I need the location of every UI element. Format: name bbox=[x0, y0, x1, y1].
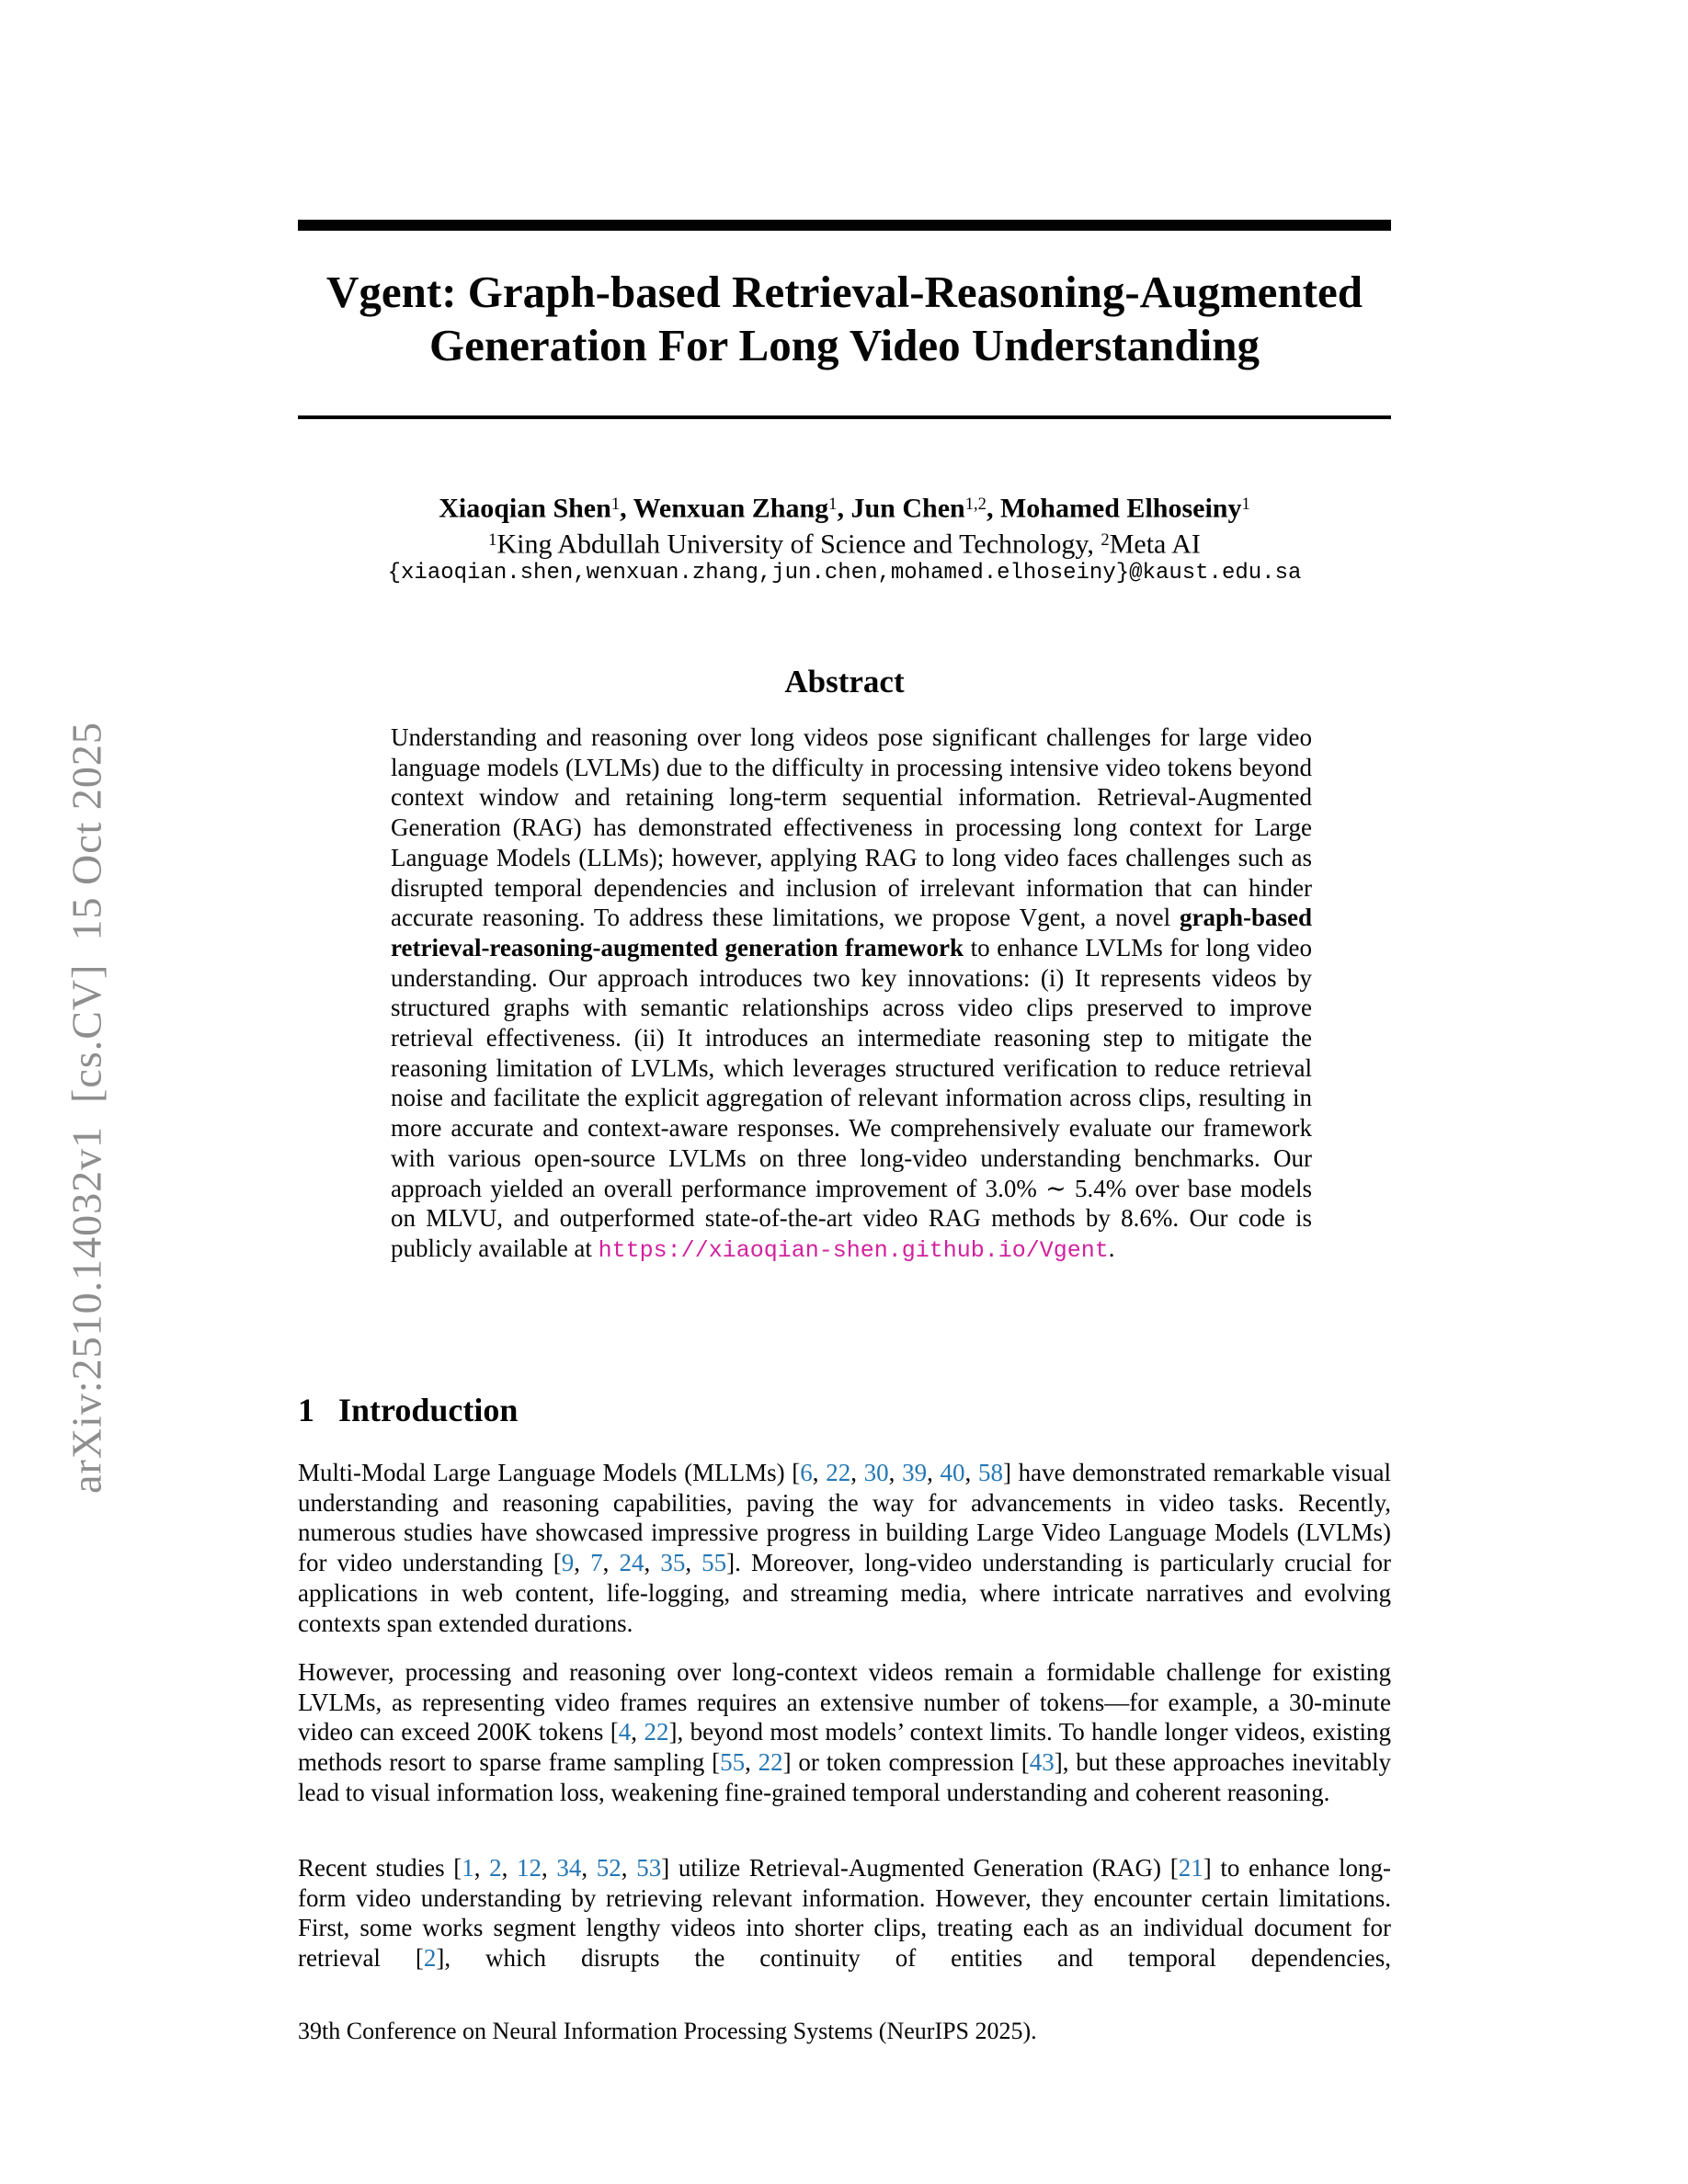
citation-link[interactable]: 40 bbox=[940, 1459, 965, 1486]
text-span: have demonstrated remarkable visual understanding and reasoning capabilities, paving the way for advancements in video tasks. Recently, numerous studies have showcased impressive progress in building Large Video Language Models (LVLMs) for video understanding bbox=[298, 1459, 1392, 1577]
text-span: 1 bbox=[610, 495, 621, 514]
text-span: . Moreover, long-video understanding is particularly crucial for applications in web content, life-logging, and streaming media, where intricate narratives and evolving contexts span extended durations. bbox=[298, 1549, 1392, 1637]
citation-link[interactable]: 7 bbox=[590, 1549, 603, 1577]
text-span: Multi-Modal Large Language Models (MLLMs) bbox=[298, 1459, 793, 1486]
citation-link[interactable]: 55 bbox=[720, 1748, 746, 1777]
text-span: , but these approaches inevitably lead to visual information loss, weakening fine-grained temporal understanding and coherent reasoning. bbox=[298, 1748, 1392, 1806]
citation-link[interactable]: 22 bbox=[644, 1718, 669, 1746]
text-span: or token compression bbox=[791, 1748, 1021, 1777]
citation-link[interactable]: 35 bbox=[660, 1549, 686, 1577]
text-span: Understanding and reasoning over long videos pose significant challenges for large video language models (LVLMs) due to the difficulty in processing intensive video tokens beyond context window and retaining long-term sequential information. Retrieval-Augmented Generation (RAG) has demonstrated effectiveness in processing long context for Large Language Models (LLMs); however, applying RAG to long video faces challenges such as disrupted temporal dependencies and inclusion of irrelevant information that can hinder accurate reasoning. To address these limitations, we propose Vgent, a novel bbox=[391, 723, 1312, 932]
text-span: 1,2 bbox=[964, 495, 987, 514]
intro-paragraph-2: However, processing and reasoning over long-context videos remain a formidable challenge for existing LVLMs, as representing video frames requires an extensive number of tokens—for example, a 30-minute video can exceed 200K tokens [4, 22], beyond most models’ context limits. To handle longer videos, existing methods resort to sparse frame sampling [55, 22] or token compression [43], but these approaches inevitably lead to visual information loss, weakening fine-grained temporal understanding and coherent reasoning. bbox=[298, 1658, 1392, 1806]
project-url-link[interactable]: https://xiaoqian-shen.github.io/Vgent bbox=[598, 1236, 1109, 1264]
citation-link[interactable]: 30 bbox=[863, 1459, 889, 1486]
intro-paragraph-3: Recent studies [1, 2, 12, 34, 52, 53] utilize Retrieval-Augmented Generation (RAG) [21] to enhance long-form video understanding by retrieving relevant information. However, they encounter certain limitations. First, some works segment lengthy videos into shorter clips, treating each as an individual document for retrieval [2], which disrupts the continuity of entities and temporal dependencies, bbox=[298, 1854, 1392, 1973]
citation-link[interactable]: 2 bbox=[489, 1854, 502, 1882]
email-line: {xiaoqian.shen,wenxuan.zhang,jun.chen,mohamed.elhoseiny}@kaust.edu.sa bbox=[387, 561, 1302, 586]
paper-title-line-2: Generation For Long Video Understanding bbox=[429, 320, 1260, 370]
text-span: . bbox=[1108, 1234, 1115, 1262]
text-span: , Jun Chen bbox=[837, 493, 965, 524]
text-span: 1 bbox=[488, 530, 497, 550]
citation-link[interactable]: 52 bbox=[596, 1854, 622, 1882]
text-span: Xiaoqian Shen bbox=[439, 493, 611, 524]
text-span: utilize Retrieval-Augmented Generation (RAG) bbox=[669, 1854, 1170, 1882]
text-span: to enhance long-form video understanding by retrieving relevant information. However, they encounter certain limitations. First, some works segment lengthy videos into shorter clips, treating each as an individual document for retrieval bbox=[298, 1854, 1392, 1973]
author-line bbox=[298, 488, 1391, 525]
affiliation-line bbox=[298, 524, 1391, 561]
citation-link[interactable]: 1 bbox=[462, 1854, 474, 1882]
section-number: 1 bbox=[298, 1392, 314, 1428]
citation-link[interactable]: 12 bbox=[517, 1854, 542, 1882]
text-span: Meta AI bbox=[1109, 529, 1201, 560]
citation-link[interactable]: 58 bbox=[977, 1459, 1003, 1486]
citation-link[interactable]: 34 bbox=[556, 1854, 582, 1882]
citation-link[interactable]: 22 bbox=[758, 1748, 783, 1777]
citation-link[interactable]: 6 bbox=[800, 1459, 813, 1486]
text-span: to enhance LVLMs for long video understanding. Our approach introduces two key innovations: (i) It represents videos by structured graphs with semantic relationships across video clips preserved to improve retrieval effectiveness. (ii) It introduces an intermediate reasoning step to mitigate the reasoning limitation of LVLMs, which leverages structured verification to reduce retrieval noise and facilitate the explicit aggregation of relevant information across clips, resulting in more accurate and context-aware responses. We comprehensively evaluate our framework with various open-source LVLMs on three long-video understanding benchmarks. Our approach yielded an overall performance improvement of 3.0% ∼ 5.4% over base models on MLVU, and outperformed state-of-the-art video RAG methods by 8.6%. Our code is publicly available at bbox=[391, 933, 1312, 1262]
text-span: , Mohamed Elhoseiny bbox=[986, 493, 1242, 524]
text-span: , beyond most models’ context limits. To handle longer videos, existing methods resort to sparse frame sampling bbox=[298, 1718, 1392, 1777]
abstract-heading: Abstract bbox=[784, 664, 905, 700]
citation-link[interactable]: 21 bbox=[1178, 1854, 1203, 1882]
conference-footnote: 39th Conference on Neural Information Processing Systems (NeurIPS 2025). bbox=[298, 2018, 1037, 2044]
intro-paragraph-1: Multi-Modal Large Language Models (MLLMs) [6, 22, 30, 39, 40, 58] have demonstrated remarkable visual understanding and reasoning capabilities, paving the way for advancements in video tasks. Recently, numerous studies have showcased impressive progress in building Large Video Language Models (LVLMs) for video understanding [9, 7, 24, 35, 55]. Moreover, long-video understanding is particularly crucial for applications in web content, life-logging, and streaming media, where intricate narratives and evolving contexts span extended durations. bbox=[298, 1459, 1392, 1637]
arxiv-stamp: arXiv:2510.14032v1 [cs.CV] 15 Oct 2025 bbox=[63, 722, 110, 1494]
citation-link[interactable]: 24 bbox=[619, 1549, 644, 1577]
text-span: 1 bbox=[1241, 495, 1250, 514]
text-span: , Wenxuan Zhang bbox=[620, 493, 829, 524]
text-span: graph-based retrieval-reasoning-augmented generation framework bbox=[391, 904, 1312, 961]
citation-link[interactable]: 22 bbox=[826, 1459, 851, 1486]
section-title: Introduction bbox=[338, 1392, 519, 1428]
section-heading-introduction bbox=[298, 1391, 1391, 1429]
paper-title bbox=[298, 266, 1391, 372]
text-span: 2 bbox=[1101, 530, 1110, 550]
citation-link[interactable]: 55 bbox=[701, 1549, 727, 1577]
citation-link[interactable]: 4 bbox=[618, 1718, 632, 1746]
citation-link[interactable]: 43 bbox=[1029, 1748, 1055, 1777]
text-span: Recent studies bbox=[298, 1854, 454, 1882]
citation-link[interactable]: 39 bbox=[902, 1459, 928, 1486]
text-span: King Abdullah University of Science and Technology, bbox=[496, 529, 1101, 560]
text-span: However, processing and reasoning over long-context videos remain a formidable challenge for existing LVLMs, as representing video frames requires an extensive number of tokens—for example, a 30-minute video can exceed 200K tokens bbox=[298, 1658, 1391, 1746]
citation-link[interactable]: 53 bbox=[636, 1854, 662, 1882]
paper-title-line-1: Vgent: Graph-based Retrieval-Reasoning-Augmented bbox=[326, 267, 1363, 317]
text-span: , which disrupts the continuity of entities and temporal dependencies, bbox=[444, 1944, 1391, 1973]
citation-link[interactable]: 9 bbox=[561, 1549, 575, 1577]
text-span: 1 bbox=[828, 495, 838, 514]
citation-link[interactable]: 2 bbox=[423, 1944, 437, 1973]
abstract-body bbox=[391, 722, 1312, 1267]
title-rule-bottom bbox=[298, 415, 1391, 419]
title-rule-top bbox=[298, 220, 1391, 231]
